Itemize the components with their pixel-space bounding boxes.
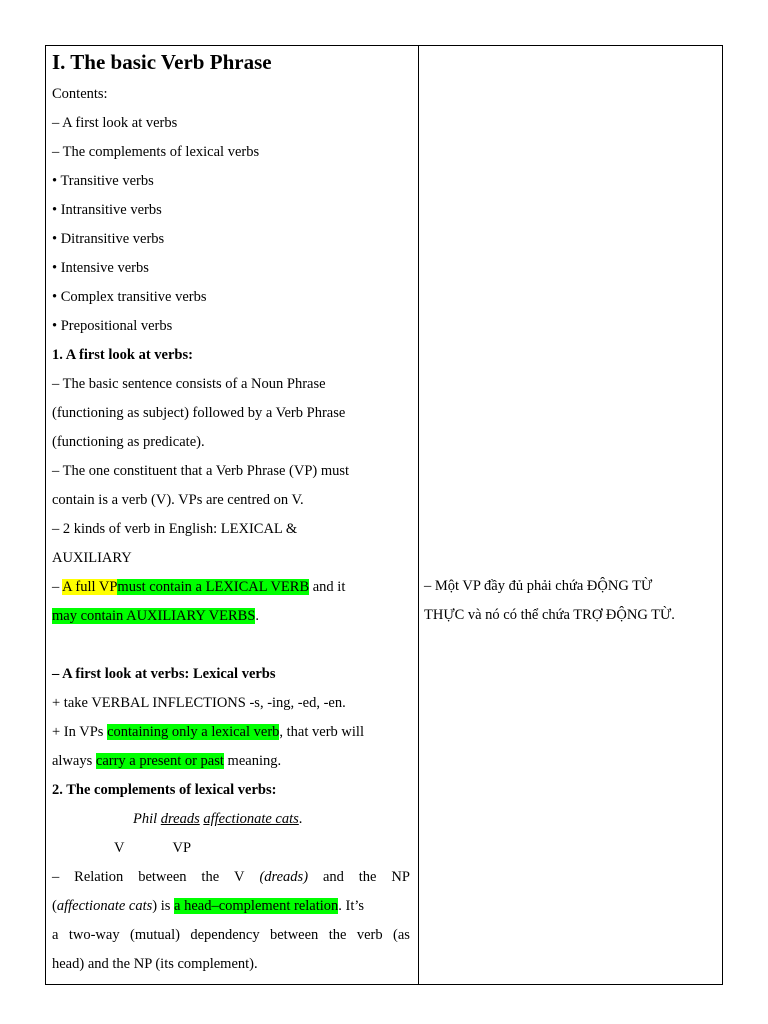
word: V [234,869,245,885]
note-line: – Một VP đầy đủ phải chứa ĐỘNG TỪ [424,578,653,594]
text-span: ) is [152,898,175,914]
text-span: always [52,753,96,769]
word: NP [391,869,410,885]
contents-item: • Transitive verbs [52,173,154,189]
text-span: ( [52,898,57,914]
highlight-auxiliary: may contain AUXILIARY VERBS [52,608,256,624]
section1-text: – The basic sentence consists of a Noun Phrase [52,376,326,392]
word: – [52,869,60,885]
text-span: . It’s [338,898,365,914]
section1-text: (functioning as subject) followed by a Verb Phrase [52,405,346,421]
highlight-full-vp: A full VP [62,579,118,595]
word: dependency [190,927,260,943]
contents-item: – A first look at verbs [52,115,178,131]
example-labels [52,834,410,863]
example-verb: dreads [160,811,200,827]
word: (as [393,927,410,943]
word: Relation [74,869,124,885]
section1-heading: 1. A first look at verbs: [52,347,193,363]
page-title: I. The basic Verb Phrase [52,50,272,74]
contents-item: • Prepositional verbs [52,318,173,334]
lexical-text [52,747,410,776]
relation-line-4: head) and the NP (its complement). [52,956,258,972]
left-column [46,46,419,984]
example-subject: Phil [133,811,158,827]
relation-line-1 [52,863,410,892]
word: (dreads) [259,869,309,885]
word: the [358,869,377,885]
contents-heading: Contents: [52,86,108,102]
word: verb [356,927,383,943]
section1-text: – 2 kinds of verb in English: LEXICAL & [52,521,298,537]
highlight-head-complement: a head–complement relation [174,898,339,914]
right-column [419,46,722,984]
example-sentence [52,805,410,834]
word: two-way [68,927,120,943]
section1-text: (functioning as predicate). [52,434,205,450]
full-vp-line [52,573,410,602]
highlight-only-lexical: containing only a lexical verb [107,724,280,740]
text-span: and it [309,579,346,595]
highlight-present-past: carry a present or past [95,753,224,769]
label-v: V [114,840,125,856]
text-span: + In VPs [52,724,108,740]
relation-line-3 [52,921,410,950]
relation-line-2 [52,892,410,921]
text-span: affectionate cats [56,898,153,914]
note-line: THỰC và nó có thể chứa TRỢ ĐỘNG TỪ. [424,607,675,623]
vietnamese-note [424,572,716,630]
word: between [270,927,319,943]
contents-item: • Intransitive verbs [52,202,162,218]
example-object: affectionate cats [203,811,299,827]
word: between [138,869,187,885]
section1-text: contain is a verb (V). VPs are centred on V. [52,492,304,508]
text-span: , that verb will [279,724,364,740]
text-span: meaning. [223,753,282,769]
blank-line [52,631,410,660]
section2-heading: 2. The complements of lexical verbs: [52,782,277,798]
text-span: – [52,579,63,595]
text-span: . [298,811,303,827]
document-table [45,45,723,985]
contents-item: • Intensive verbs [52,260,149,276]
word: and [322,869,344,885]
section1-text: – The one constituent that a Verb Phrase (VP) must [52,463,350,479]
word: (mutual) [130,927,180,943]
contents-item: – The complements of lexical verbs [52,144,260,160]
lexical-text: + take VERBAL INFLECTIONS -s, -ing, -ed, -en. [52,695,346,711]
auxiliary-line [52,602,410,631]
section1-text: AUXILIARY [52,550,132,566]
word: the [201,869,220,885]
label-vp: VP [172,840,192,856]
highlight-lexical-verb: must contain a LEXICAL VERB [117,579,310,595]
contents-item: • Complex transitive verbs [52,289,207,305]
lexical-text [52,718,410,747]
contents-item: • Ditransitive verbs [52,231,165,247]
word: a [52,927,59,943]
lexical-heading: – A first look at verbs: Lexical verbs [52,666,276,682]
word: the [328,927,347,943]
text-span: . [255,608,260,624]
